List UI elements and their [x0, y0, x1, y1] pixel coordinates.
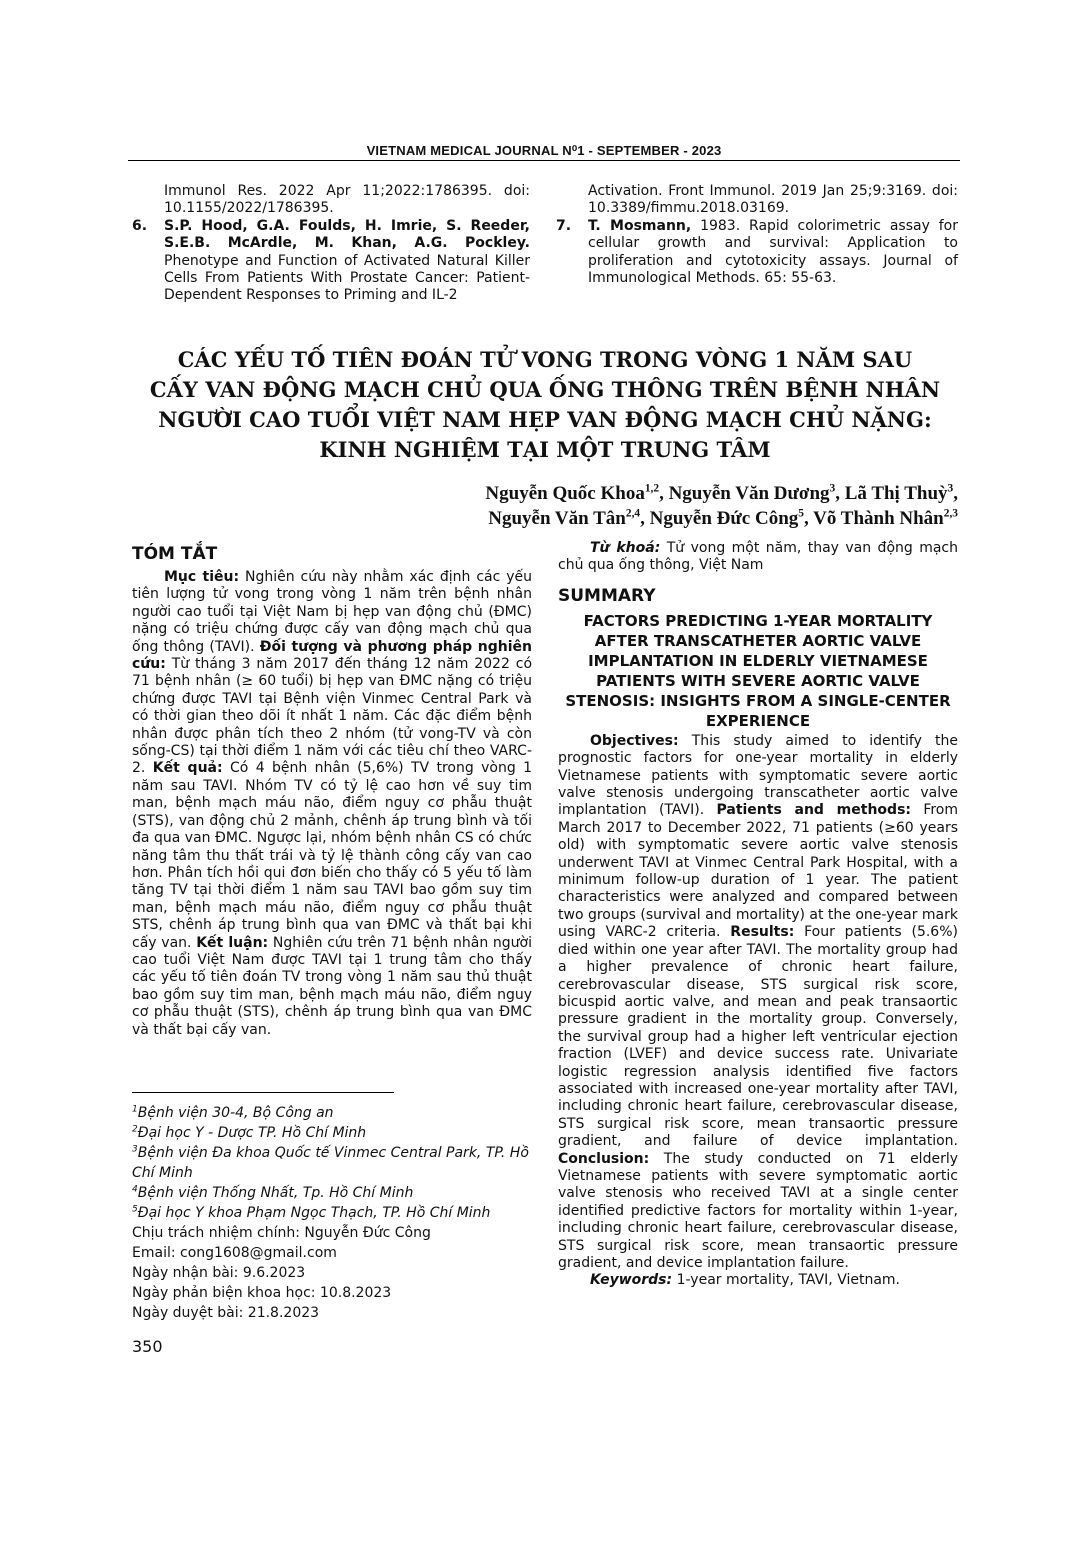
author-name: Lã Thị Thuỳ [844, 483, 948, 504]
footnote-rule [132, 1092, 394, 1093]
results-label-en: Results: [730, 924, 795, 941]
results-text-vi: Có 4 bệnh nhân (5,6%) TV trong vòng 1 năm sau TAVI. Nhóm TV có tỷ lệ cao hơn về suy tim man, bệnh mạch máu não, điểm nguy cơ phẫu thuật (STS), van động chủ 2 mảnh, chênh áp trung bình và tối đa qua van ĐMC. Ngược lại, nhóm bệnh nhân CS có chức năng tâm thu thất trái và tỷ lệ thành công cấy van cao hơn. Phân tích hồi qui đơn biến cho thấy có 5 yếu tố làm tăng TV tại thời điểm 1 năm sau TAVI bao gồm suy tim man, bệnh mạch máu não, điểm nguy cơ phẫu thuật STS, chênh áp trung bình qua van ĐMC và thất bại khi cấy van. [132, 760, 533, 951]
affiliation-3: $^3$Bệnh viện Đa khoa Quốc tế Vinmec Central Park, TP. Hồ Chí Minh [132, 1144, 529, 1181]
affiliation-2: $^2$Đại học Y - Dược TP. Hồ Chí Minh [132, 1124, 367, 1141]
author-name: Nguyễn Đức Công [649, 508, 799, 529]
conclusion-label-vi: Kết luận: [196, 934, 269, 951]
keywords-text-en: 1-year mortality, TAVI, Vietnam. [676, 1272, 901, 1289]
objective-text-en: This study aimed to identify the prognostic factors for one-year mortality in elderly Vietnamese patients with symptomatic severe aortic valve stenosis undergoing transcatheter aortic valve implantation (TAVI). [558, 732, 958, 819]
results-text-en: Four patients (5.6%) died within one year after TAVI. The mortality group had a higher prevalence of chronic heart failure, cerebrovascular disease, STS surgical risk score, bicuspid aortic valve, and mean and peak transaortic pressure gradient in the mortality group. Conversely, the survival group had a higher left ventricular ejection fraction (LVEF) and device success rate. Univariate logistic regression analysis identified five factors associated with increased one-year mortality after TAVI, including chronic heart failure, cerebrovascular disease, STS surgical risk score, mean transaortic pressure gradient, and failure of device implantation. [558, 924, 958, 1150]
author-affiliation: 3 [829, 482, 836, 495]
summary-vi-body [132, 569, 532, 1039]
references-right-column [556, 183, 958, 287]
author-list [258, 481, 958, 531]
author-affiliation: 3 [947, 482, 954, 495]
author-affiliation: 5 [798, 507, 804, 520]
keywords-label-vi: Từ khoá: [590, 540, 661, 556]
results-label-vi: Kết quả: [152, 760, 223, 777]
author-affiliation: 1,2 [644, 482, 660, 495]
author-line-2: Nguyễn Văn Tân$^{2,4}$, Nguyễn Đức Công$^5$, Võ Thành Nhân$^{2,3}$ [488, 507, 958, 529]
date-accepted: Ngày duyệt bài: 21.8.2023 [132, 1305, 320, 1321]
title-line-2: CẤY VAN ĐỘNG MẠCH CHỦ QUA ỐNG THÔNG TRÊN BỆNH NHÂN [149, 377, 941, 402]
methods-label-vi: Đối tượng và phương pháp nghiên cứu: [132, 638, 533, 673]
journal-header: VIETNAM MEDICAL JOURNAL N⁰1 - SEPTEMBER - 2023 [366, 143, 722, 158]
author-affiliation: 2,3 [943, 507, 958, 520]
footnotes [132, 1103, 532, 1323]
corresponding-author: Chịu trách nhiệm chính: Nguyễn Đức Công [132, 1225, 431, 1241]
keywords-en [558, 1272, 958, 1289]
title-line-1: CÁC YẾU TỐ TIÊN ĐOÁN TỬ VONG TRONG VÒNG 1 NĂM SAU [177, 347, 913, 372]
reference-7 [556, 218, 958, 288]
methods-label-en: Patients and methods: [716, 802, 911, 819]
reference-7-authors: T. Mosmann, [588, 217, 692, 234]
conclusion-text-vi: Nghiên cứu trên 71 bệnh nhân người cao tuổi Việt Nam được TAVI tại 1 trung tâm cho thấy các yếu tố tiên đoán TV trong vòng 1 năm sau thủ thuật bao gồm suy tim man, bệnh mạch máu não, điểm nguy cơ phẫu thuật (STS), chênh áp trung bình qua van ĐMC và thất bại cấy van. [132, 934, 532, 1038]
keywords-label-en: Keywords: [590, 1272, 673, 1289]
reference-6-authors: S.P. Hood, G.A. Foulds, H. Imrie, S. Reeder, S.E.B. McArdle, M. Khan, A.G. Pockley. [164, 217, 530, 252]
summary-vi-heading: TÓM TẮT [132, 544, 218, 564]
page-number: 350 [132, 1337, 163, 1356]
affiliation-4: $^4$Bệnh viện Thống Nhất, Tp. Hồ Chí Minh [132, 1184, 414, 1201]
reference-6-continuation: Activation. Front Immunol. 2019 Jan 25;9:3169. doi: 10.3389/fimmu.2018.03169. [588, 183, 958, 217]
objective-label-en: Objectives: [590, 732, 679, 749]
reference-6-text: Phenotype and Function of Activated Natural Killer Cells From Patients With Prostate Cancer: Patient-Dependent Responses to Priming and IL-2 [164, 252, 530, 304]
article-title [130, 345, 960, 465]
author-name: Võ Thành Nhân [813, 508, 944, 529]
title-line-3: NGƯỜI CAO TUỔI VIỆT NAM HẸP VAN ĐỘNG MẠCH CHỦ NẶNG: [158, 407, 932, 432]
reference-7-number: 7. [556, 217, 572, 234]
author-name: Nguyễn Văn Tân [488, 508, 626, 529]
contact-email[interactable]: Email: cong1608@gmail.com [132, 1245, 337, 1261]
author-line-1: Nguyễn Quốc Khoa$^{1,2}$, Nguyễn Văn Dương$^3$, Lã Thị Thuỳ$^3$, [485, 482, 958, 504]
affiliation-1: $^1$Bệnh viện 30-4, Bộ Công an [132, 1104, 334, 1121]
summary-en-body [558, 733, 958, 1273]
right-main-column [558, 540, 958, 1290]
reference-7-text: 1983. Rapid colorimetric assay for cellular growth and survival: Application to proliferation and cytotoxicity assays. Journal of Immunological Methods. 65: 55-63. [588, 217, 958, 287]
author-name: Nguyễn Quốc Khoa [485, 483, 645, 504]
reference-6-number: 6. [132, 217, 148, 234]
english-title: FACTORS PREDICTING 1-YEAR MORTALITY AFTER TRANSCATHETER AORTIC VALVE IMPLANTATION IN ELDERLY VIETNAMESE PATIENTS WITH SEVERE AORTIC VALVE STENOSIS: INSIGHTS FROM A SINGLE-CENTER EXPERIENCE [565, 611, 951, 730]
reference-5-continuation: Immunol Res. 2022 Apr 11;2022:1786395. doi: 10.1155/2022/1786395. [164, 183, 530, 217]
objective-label-vi: Mục tiêu: [164, 569, 240, 585]
keywords-text-vi: Tử vong một năm, thay van động mạch chủ qua ống thông, Việt Nam [558, 540, 958, 574]
reference-6 [132, 218, 530, 305]
summary-en-heading: SUMMARY [558, 585, 656, 606]
author-name: Nguyễn Văn Dương [668, 483, 830, 504]
methods-text-vi: Từ tháng 3 năm 2017 đến tháng 12 năm 2022 có 71 bệnh nhân (≥ 60 tuổi) bị hẹp van ĐMC nặng có triệu chứng được TAVI tại Bệnh viện Vinmec Central Park và có thời gian theo dõi ít nhất 1 năm. Các đặc điểm bệnh nhân được phân tích theo 2 nhóm (tử vong-TV và còn sống-CS) tại thời điểm 1 năm với các tiêu chí theo VARC-2. [132, 656, 533, 777]
vietnamese-summary [132, 543, 532, 1039]
affiliation-5: $^5$Đại học Y khoa Phạm Ngọc Thạch, TP. Hồ Chí Minh [132, 1204, 491, 1221]
conclusion-text-en: The study conducted on 71 elderly Vietnamese patients with severe symptomatic aortic valve stenosis who received TAVI at a single center identified predictive factors for mortality within 1-year, including chronic heart failure, cerebrovascular disease, STS surgical risk score, mean transaortic pressure gradient, and device implantation failure. [558, 1150, 959, 1271]
title-line-4: KINH NGHIỆM TẠI MỘT TRUNG TÂM [319, 437, 771, 462]
references-left-column [132, 183, 530, 305]
author-affiliation: 2,4 [625, 507, 641, 520]
objective-text-vi: Nghiên cứu này nhằm xác định các yếu tiên lượng tử vong trong vòng 1 năm trên bệnh nhân người cao tuổi tại Việt Nam bị hẹp van động chủ (ĐMC) nặng có triệu chứng được cấy van động mạch chủ qua ống thông (TAVI). [132, 569, 533, 655]
methods-text-en: From March 2017 to December 2022, 71 patients (≥60 years old) with symptomatic severe aortic valve stenosis underwent TAVI at Vinmec Central Park Hospital, with a minimum follow-up duration of 1 year. The patient characteristics were analyzed and compared between two groups (survival and mortality) at the one-year mark using VARC-2 criteria. [558, 802, 958, 941]
conclusion-label-en: Conclusion: [558, 1150, 650, 1167]
keywords-vi [558, 540, 958, 575]
date-reviewed: Ngày phản biện khoa học: 10.8.2023 [132, 1285, 392, 1301]
header-rule [128, 160, 960, 161]
date-received: Ngày nhận bài: 9.6.2023 [132, 1265, 306, 1281]
